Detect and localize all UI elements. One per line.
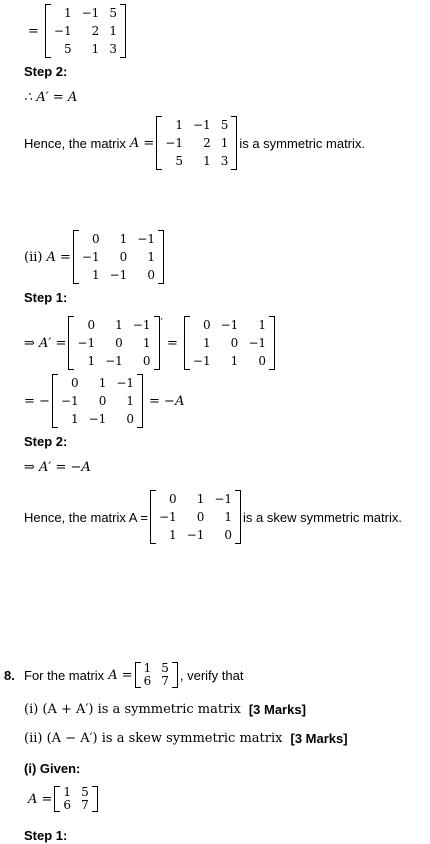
right-bracket <box>154 316 160 370</box>
matrix-cell: −1 <box>116 376 135 390</box>
matrix-cell: −1 <box>214 492 233 506</box>
matrix-cell: 5 <box>161 661 169 675</box>
matrix-cell: 0 <box>258 354 267 368</box>
neg-prefix: = − <box>24 393 50 409</box>
step-heading: Step 1: <box>24 290 68 305</box>
item-text: (ii) (A − A′) is a skew symmetric matrix <box>24 731 283 746</box>
matrix-cell: 1 <box>98 376 107 390</box>
matrix-cell: 0 <box>202 318 211 332</box>
equals-sign: = <box>28 23 39 39</box>
given-equation <box>28 786 100 812</box>
matrix-cell: 0 <box>87 318 96 332</box>
matrix-cell: 6 <box>63 798 72 812</box>
marks-badge: [3 Marks] <box>290 731 348 746</box>
matrix-cell: 3 <box>109 42 117 56</box>
matrix-cell: 1 <box>91 268 100 282</box>
question-text: For the matrix <box>24 667 105 683</box>
matrix-cell: 1 <box>119 232 128 246</box>
matrix-cell: 1 <box>203 154 211 168</box>
matrix-cell: 7 <box>161 674 169 688</box>
right-bracket <box>231 116 237 170</box>
matrix-cell: −1 <box>193 118 211 132</box>
matrix-cell: 1 <box>115 318 123 332</box>
matrix-cell: 1 <box>70 412 79 426</box>
matrix <box>52 374 143 428</box>
question-8 <box>4 662 243 688</box>
lhs: A = <box>129 135 155 151</box>
matrix-cell: −1 <box>109 268 128 282</box>
matrix-cell: −1 <box>137 232 155 246</box>
matrix-cell: 1 <box>63 785 72 799</box>
matrix-cell: 5 <box>81 785 89 799</box>
matrix <box>68 316 159 370</box>
matrix-cell: 7 <box>81 798 89 812</box>
right-bracket <box>269 316 275 370</box>
matrix-cell: 5 <box>109 6 117 20</box>
question-number: 8. <box>4 667 15 683</box>
matrix <box>150 490 241 544</box>
right-bracket <box>158 230 164 284</box>
matrix-cell: −1 <box>53 24 72 38</box>
matrix <box>156 116 237 170</box>
matrix-cell: −1 <box>248 336 267 350</box>
lhs: A = <box>108 667 133 683</box>
matrix-cell: 1 <box>220 136 229 150</box>
matrix-cell: −1 <box>60 394 79 408</box>
hence-prefix: Hence, the matrix A = <box>24 509 148 525</box>
transpose-equation <box>24 316 277 370</box>
matrix-cell: 1 <box>143 661 152 675</box>
equals-sign: = <box>167 335 178 351</box>
question-item-1 <box>24 702 306 717</box>
right-bracket <box>120 4 126 58</box>
step-heading: Step 2: <box>24 64 68 79</box>
hence-prefix: Hence, the matrix <box>24 135 126 151</box>
matrix-cell: 0 <box>196 510 205 524</box>
hence-statement <box>24 490 402 544</box>
part-ii-definition <box>24 230 166 284</box>
matrix-cell: 1 <box>63 6 72 20</box>
matrix-cell: 1 <box>147 250 155 264</box>
right-bracket <box>92 786 98 812</box>
lhs: A = <box>28 791 53 807</box>
conclusion: ∴ A′ = A <box>24 90 78 105</box>
item-text: (i) (A + A′) is a symmetric matrix <box>24 702 241 717</box>
matrix-cell: 1 <box>91 42 100 56</box>
lhs: A = <box>46 249 71 265</box>
matrix-cell: 0 <box>98 394 107 408</box>
matrix-cell: 0 <box>91 232 100 246</box>
matrix-cell: −1 <box>192 354 211 368</box>
matrix-cell: −1 <box>105 354 123 368</box>
matrix-cell: 5 <box>175 154 183 168</box>
matrix-cell: 1 <box>202 336 211 350</box>
matrix-cell: 0 <box>224 528 233 542</box>
matrix-cell: 1 <box>230 354 239 368</box>
matrix-cell: 0 <box>115 336 123 350</box>
matrix-cell: −1 <box>81 6 100 20</box>
question-item-2 <box>24 731 348 746</box>
matrix-cell: 1 <box>87 354 96 368</box>
matrix-cell: −1 <box>77 336 96 350</box>
matrix-cell: 0 <box>142 354 151 368</box>
hence-suffix: is a skew symmetric matrix. <box>243 509 402 525</box>
matrix-cell: 1 <box>169 528 177 542</box>
right-bracket <box>235 490 241 544</box>
hence-suffix: is a symmetric matrix. <box>239 135 366 151</box>
step-heading: Step 1: <box>24 828 68 843</box>
matrix-cell: 1 <box>175 118 183 132</box>
matrix <box>135 662 178 688</box>
hence-statement <box>24 116 365 170</box>
matrix-cell: 1 <box>258 318 267 332</box>
matrix-cell: −1 <box>158 510 177 524</box>
matrix-cell: 3 <box>220 154 229 168</box>
matrix-cell: −1 <box>88 412 107 426</box>
matrix-cell: 0 <box>147 268 155 282</box>
matrix-cell: 2 <box>203 136 211 150</box>
prime-mark: ′ <box>160 316 163 329</box>
conclusion: ⇒ A′ = −A <box>24 460 91 475</box>
implies-lhs: ⇒ A′ = <box>24 335 67 351</box>
matrix-cell: −1 <box>165 136 183 150</box>
matrix-cell: 1 <box>224 510 233 524</box>
step-heading: Step 2: <box>24 434 68 449</box>
matrix <box>184 316 275 370</box>
right-bracket <box>172 662 178 688</box>
matrix-cell: 0 <box>119 250 128 264</box>
matrix <box>45 4 126 58</box>
matrix <box>73 230 164 284</box>
right-bracket <box>137 374 143 428</box>
matrix-cell: 0 <box>70 376 79 390</box>
matrix-cell: 5 <box>220 118 229 132</box>
given-heading: (i) Given: <box>24 761 81 776</box>
matrix-cell: 6 <box>143 674 152 688</box>
question-text-suffix: , verify that <box>179 667 244 683</box>
matrix-cell: 0 <box>126 412 135 426</box>
matrix-cell: 5 <box>63 42 72 56</box>
matrix-cell: 1 <box>109 24 117 38</box>
neg-suffix: = −A <box>149 393 185 409</box>
matrix-cell: 2 <box>91 24 100 38</box>
negation-equation <box>24 374 184 428</box>
matrix-cell: −1 <box>186 528 205 542</box>
part-label: (ii) <box>24 249 43 265</box>
matrix-cell: −1 <box>132 318 151 332</box>
matrix-cell: 1 <box>126 394 135 408</box>
matrix-cell: 1 <box>196 492 205 506</box>
top-equation <box>24 4 128 58</box>
matrix-cell: 0 <box>230 336 239 350</box>
matrix <box>54 786 97 812</box>
matrix-cell: −1 <box>220 318 239 332</box>
matrix-cell: 1 <box>142 336 151 350</box>
marks-badge: [3 Marks] <box>248 702 306 717</box>
matrix-cell: −1 <box>81 250 100 264</box>
matrix-cell: 0 <box>169 492 177 506</box>
